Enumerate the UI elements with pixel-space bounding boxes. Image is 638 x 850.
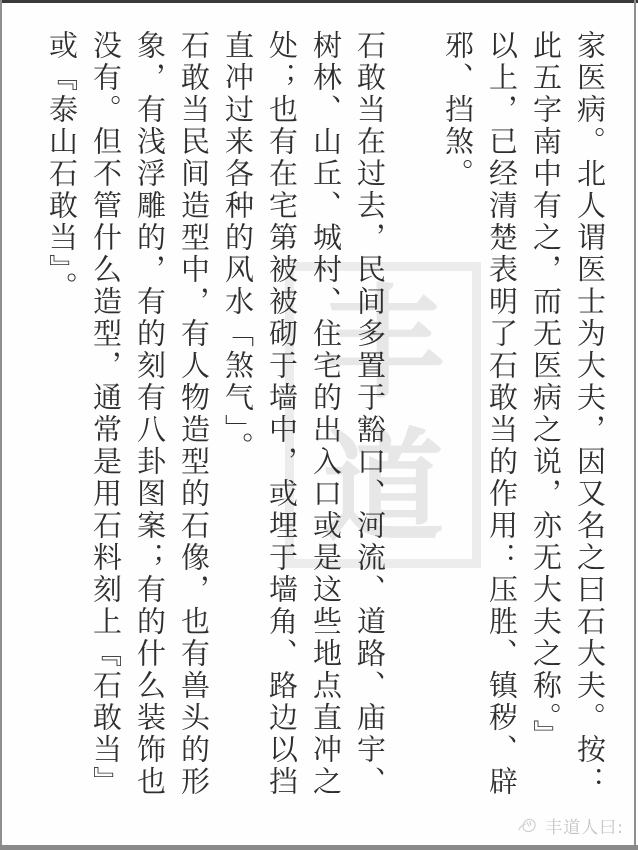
paragraph-3-line-3: 没有。但不管什么造型，通常是用石料刻上『石敢当』 bbox=[89, 30, 123, 798]
paragraph-2-line-1: 石敢当在过去，民间多置于豁口、河流、道路、庙宇、 bbox=[353, 30, 387, 798]
watermark-char-bottom: 道 bbox=[322, 415, 444, 559]
footer-label: 丰道人曰: bbox=[545, 818, 624, 838]
paragraph-2-line-3: 处；也有在宅第被被砌于墙中，或埋于墙角、路边以挡 bbox=[265, 30, 299, 798]
top-rule bbox=[0, 0, 638, 3]
paragraph-1-line-2: 此五字南中有之，而无医病之说，亦无大夫之称。』 bbox=[529, 30, 563, 752]
footer bbox=[517, 813, 624, 838]
paragraph-3-line-4: 或『泰山石敢当』。 bbox=[45, 30, 79, 304]
left-rule bbox=[0, 0, 2, 850]
paragraph-1-line-3: 以上，已经清楚表明了石敢当的作用：压胜、镇秽、辟 bbox=[485, 30, 519, 798]
paragraph-spacer bbox=[392, 30, 436, 814]
watermark-char-top: 丰 bbox=[322, 271, 444, 415]
paragraph-2-line-2: 树林、山丘、城村、住宅的出入口或是这些地点直冲之 bbox=[309, 30, 343, 798]
bottom-rule bbox=[0, 845, 638, 850]
right-rule bbox=[634, 0, 636, 850]
vertical-text-block bbox=[40, 30, 612, 814]
paragraph-1-line-1: 家医病。北人谓医士为大夫，因又名之曰石大夫。按： bbox=[573, 30, 607, 798]
hand-seal-icon bbox=[517, 815, 539, 837]
paragraph-3-line-1: 石敢当民间造型中，有人物造型的石像，也有兽头的形 bbox=[177, 30, 211, 798]
paragraph-2-line-4: 直冲过来各种的风水「煞气」。 bbox=[221, 30, 255, 464]
paragraph-3-line-2: 象，有浅浮雕的，有的刻有八卦图案；有的什么装饰也 bbox=[133, 30, 167, 798]
paragraph-1-line-4: 邪、挡煞。 bbox=[441, 30, 475, 190]
